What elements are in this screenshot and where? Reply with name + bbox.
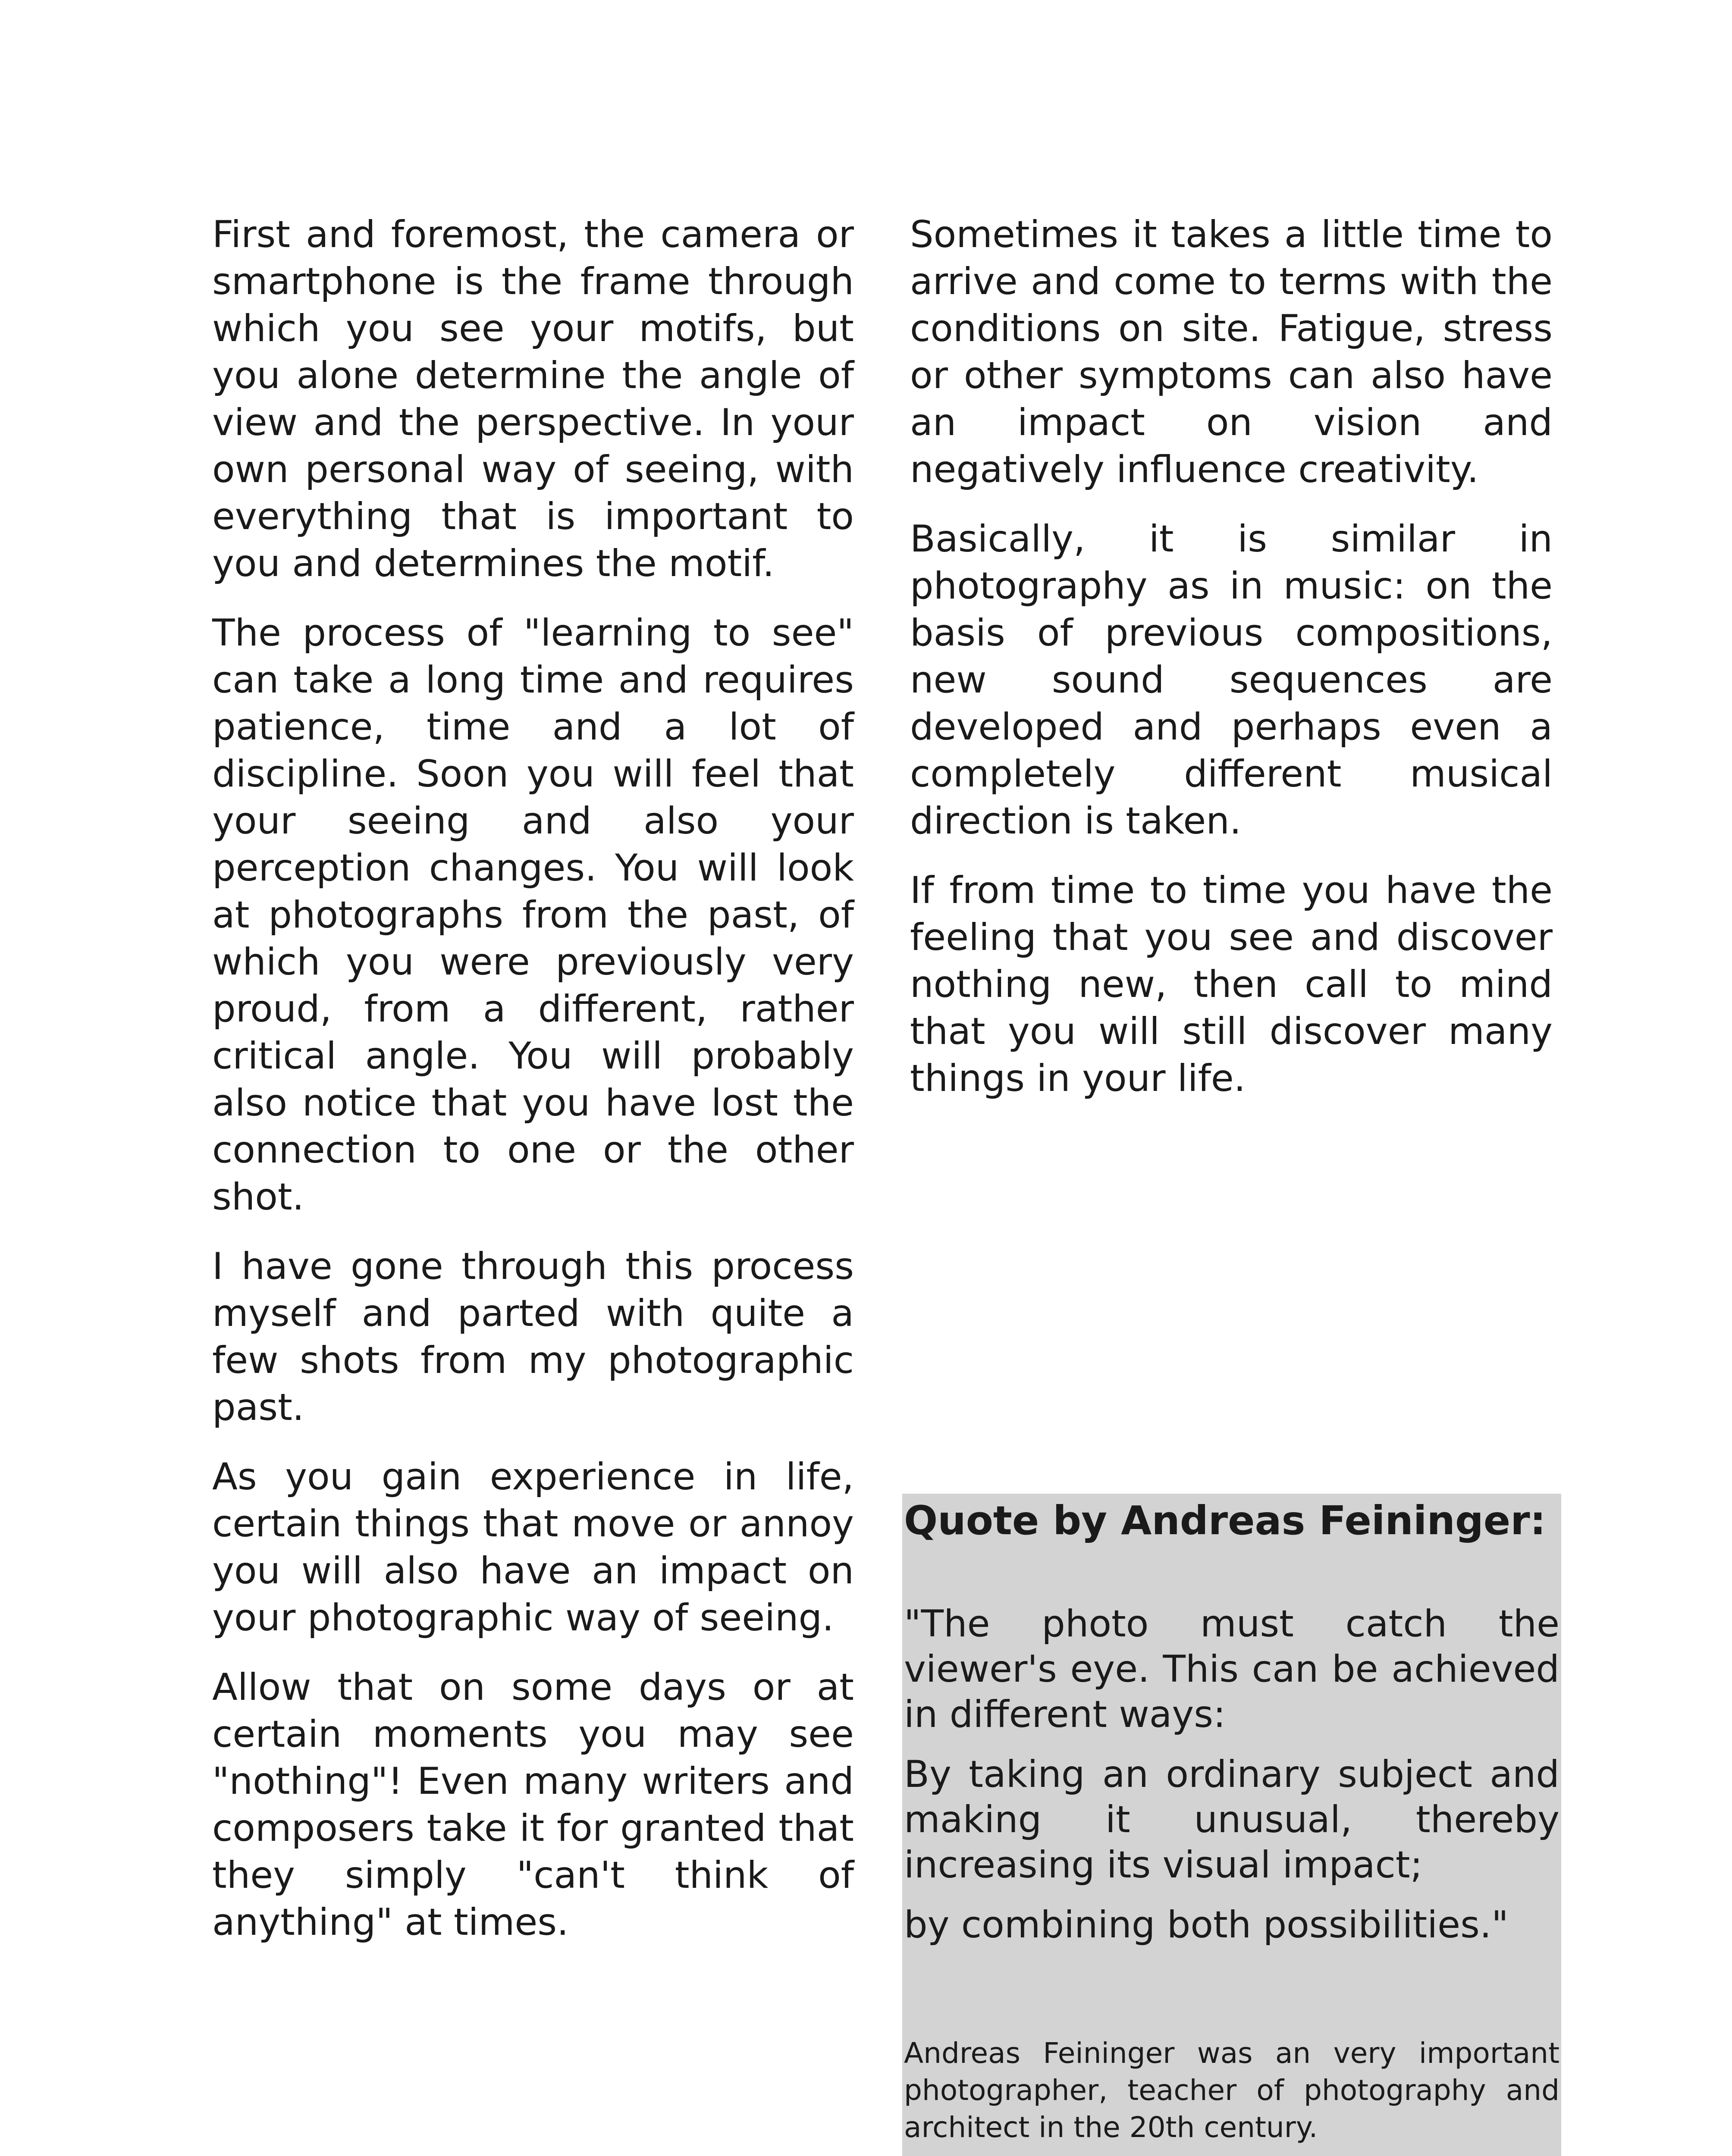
right-text-column	[910, 211, 1553, 1125]
quote-paragraph: "The photo must catch the viewer's eye. This can be achieved in different ways:	[904, 1602, 1559, 1736]
quote-box	[902, 1494, 1561, 2156]
body-paragraph: First and foremost, the camera or smartphone is the frame through which you see your motifs, but you alone determine the angle of view and the perspective. In your own personal way of seeing, with everything that is important to you and determines the motif.	[212, 213, 854, 585]
quote-paragraph: By taking an ordinary subject and making it unusual, thereby increasing its visual impact;	[904, 1753, 1559, 1887]
body-paragraph: Basically, it is similar in photography as in music: on the basis of previous compositions, new sound sequences are developed and perhaps even a completely different musical direction is taken.	[910, 517, 1553, 843]
body-paragraph: If from time to time you have the feeling that you see and discover nothing new, then call to mind that you will still discover many things in your life.	[910, 869, 1553, 1100]
body-paragraph: Allow that on some days or at certain moments you may see "nothing"! Even many writers and composers take it for granted that they simply "can't think of anything" at times.	[212, 1666, 854, 1944]
quote-title: Quote by Andreas Feininger:	[904, 1498, 1546, 1544]
body-paragraph: I have gone through this process myself and parted with quite a few shots from my photographic past.	[212, 1245, 854, 1429]
body-paragraph: As you gain experience in life, certain things that move or annoy you will also have an impact on your photographic way of seeing.	[212, 1455, 854, 1639]
left-text-column	[212, 211, 854, 1968]
quote-paragraph: by combining both possibilities."	[904, 1903, 1509, 1946]
body-paragraph: The process of "learning to see" can take a long time and requires patience, time and a lot of discipline. Soon you will feel that your seeing and also your perception changes. You will look at photographs from the past, of which you were previously very proud, from a different, rather critical angle. You will probably also notice that you have lost the connection to one or the other shot.	[212, 611, 854, 1219]
quote-credit: Andreas Feininger was an very important photographer, teacher of photography and architect in the 20th century.	[904, 2037, 1559, 2144]
quote-content	[904, 1494, 1559, 1962]
body-paragraph: Sometimes it takes a little time to arrive and come to terms with the conditions on site. Fatigue, stress or other symptoms can also have an impact on vision and negatively influence creativity.	[910, 213, 1553, 491]
